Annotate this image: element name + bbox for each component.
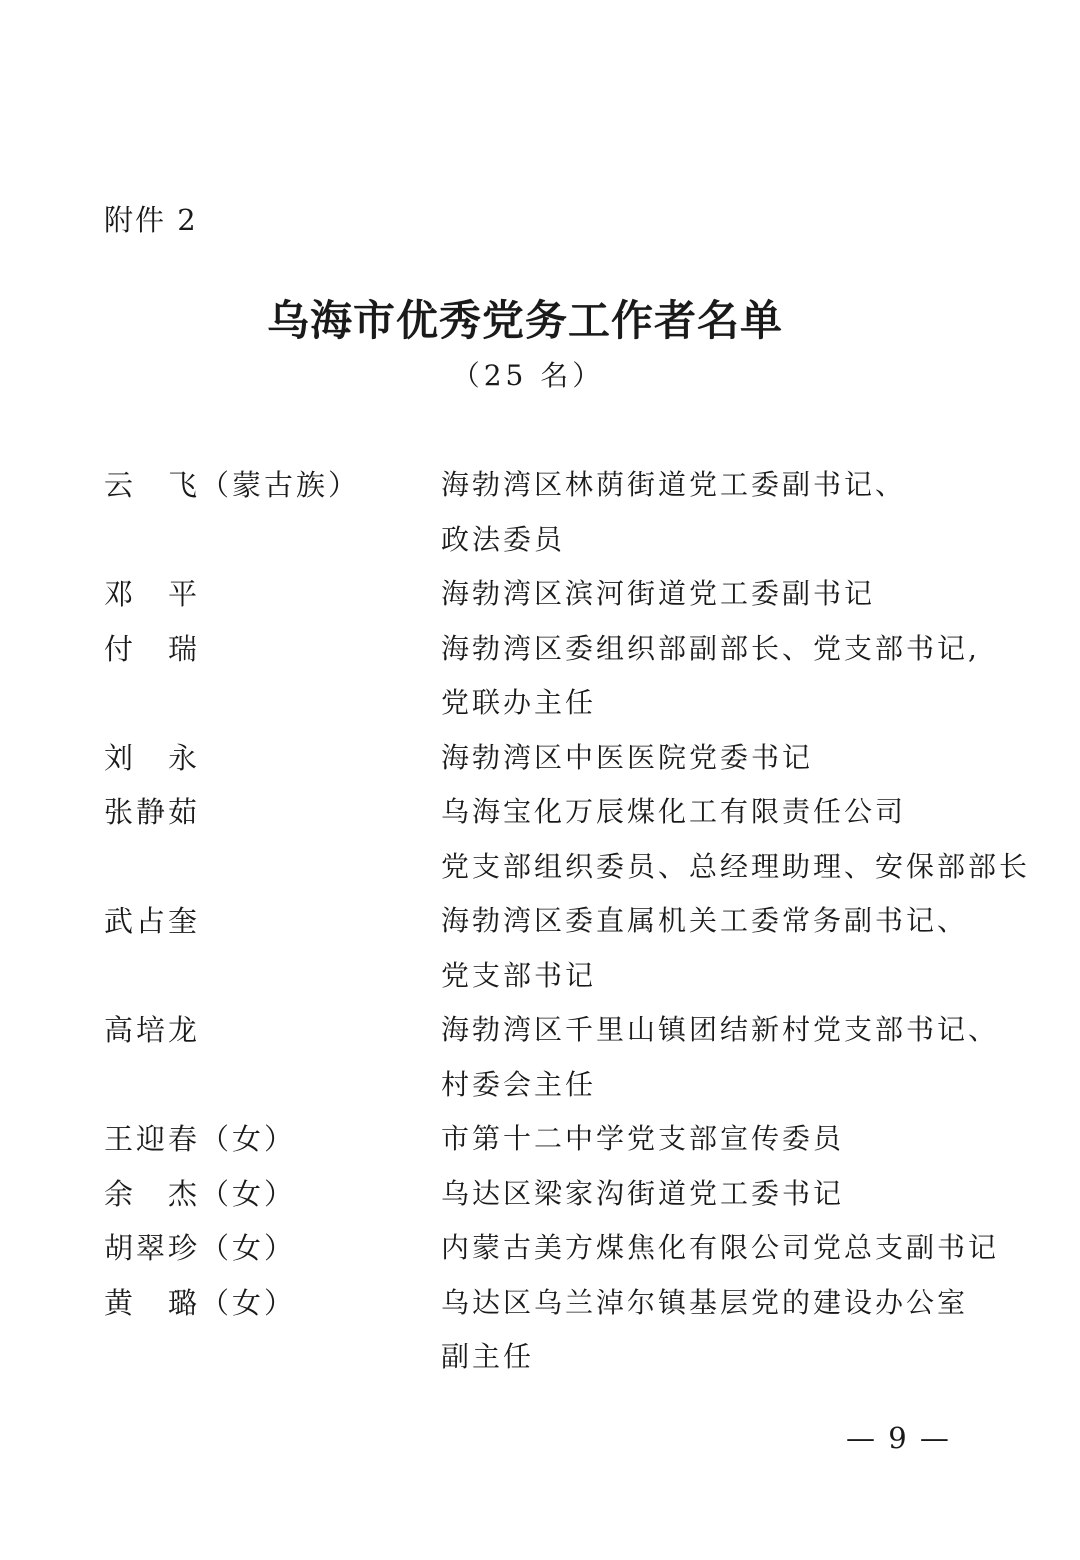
person-name: 余 杰（女） <box>104 1176 297 1211</box>
person-duty <box>441 1221 999 1276</box>
page-number: — 9 — <box>846 1421 951 1455</box>
person-duty <box>441 1003 999 1112</box>
person-duty <box>441 458 964 567</box>
list-item <box>104 731 964 786</box>
person-duty <box>441 894 968 1003</box>
person-duty <box>441 1276 968 1385</box>
duty-line: 村委会主任 <box>441 1067 597 1101</box>
duty-line: 市第十二中学党支部宣传委员 <box>441 1122 845 1155</box>
duty-line: 海勃湾区中医医院党委书记 <box>441 740 814 774</box>
awardee-count: （25 名） <box>451 359 605 392</box>
attachment-label: 附件 2 <box>104 203 198 237</box>
duty-line: 海勃湾区千里山镇团结新村党支部书记、 <box>441 1013 1000 1046</box>
person-duty <box>441 567 964 622</box>
person-name: 高培龙 <box>104 1013 201 1047</box>
person-name: 王迎春（女） <box>104 1122 297 1156</box>
list-item <box>104 458 964 567</box>
duty-line: 党联办主任 <box>441 686 597 719</box>
duty-line: 副主任 <box>441 1340 535 1373</box>
duty-line: 党支部组织委员、总经理助理、安保部部长 <box>441 849 1031 883</box>
list-item <box>104 1276 969 1385</box>
duty-line: 乌达区乌兰淖尔镇基层党的建设办公室 <box>441 1285 969 1319</box>
person-name: 付 瑞 <box>104 631 201 666</box>
duty-line: 政法委员 <box>441 522 566 556</box>
list-item <box>104 1221 1000 1276</box>
duty-line: 海勃湾区林荫街道党工委副书记、 <box>441 468 907 501</box>
person-duty <box>441 622 980 731</box>
duty-line: 党支部书记 <box>441 958 597 992</box>
list-item <box>104 894 969 1003</box>
person-duty <box>441 785 1030 894</box>
person-name: 胡翠珍（女） <box>104 1231 297 1265</box>
duty-line: 海勃湾区委直属机关工委常务副书记、 <box>441 904 969 937</box>
duty-line: 内蒙古美方煤焦化有限公司党总支副书记 <box>441 1231 1000 1264</box>
list-item <box>104 567 964 622</box>
person-name: 邓 平 <box>104 577 201 611</box>
duty-line: 乌达区梁家沟街道党工委书记 <box>441 1176 845 1210</box>
person-name: 黄 璐（女） <box>104 1285 297 1320</box>
list-item <box>104 622 980 731</box>
list-item <box>104 1167 964 1222</box>
person-name: 武占奎 <box>104 904 201 938</box>
person-duty <box>441 731 964 786</box>
list-item <box>104 785 1031 894</box>
document-title: 乌海市优秀党务工作者名单 <box>266 296 783 345</box>
awardee-list <box>104 458 1031 1385</box>
list-item <box>104 1112 964 1167</box>
person-name: 张静茹 <box>104 795 201 829</box>
list-item <box>104 1003 1000 1112</box>
person-duty <box>441 1167 964 1222</box>
duty-line: 海勃湾区滨河街道党工委副书记 <box>441 577 876 610</box>
duty-line: 乌海宝化万辰煤化工有限责任公司 <box>441 795 907 828</box>
duty-line: 海勃湾区委组织部副部长、党支部书记, <box>441 631 980 665</box>
person-name: 刘 永 <box>104 740 201 775</box>
person-name: 云 飞（蒙古族） <box>104 468 361 502</box>
person-duty <box>441 1112 964 1167</box>
